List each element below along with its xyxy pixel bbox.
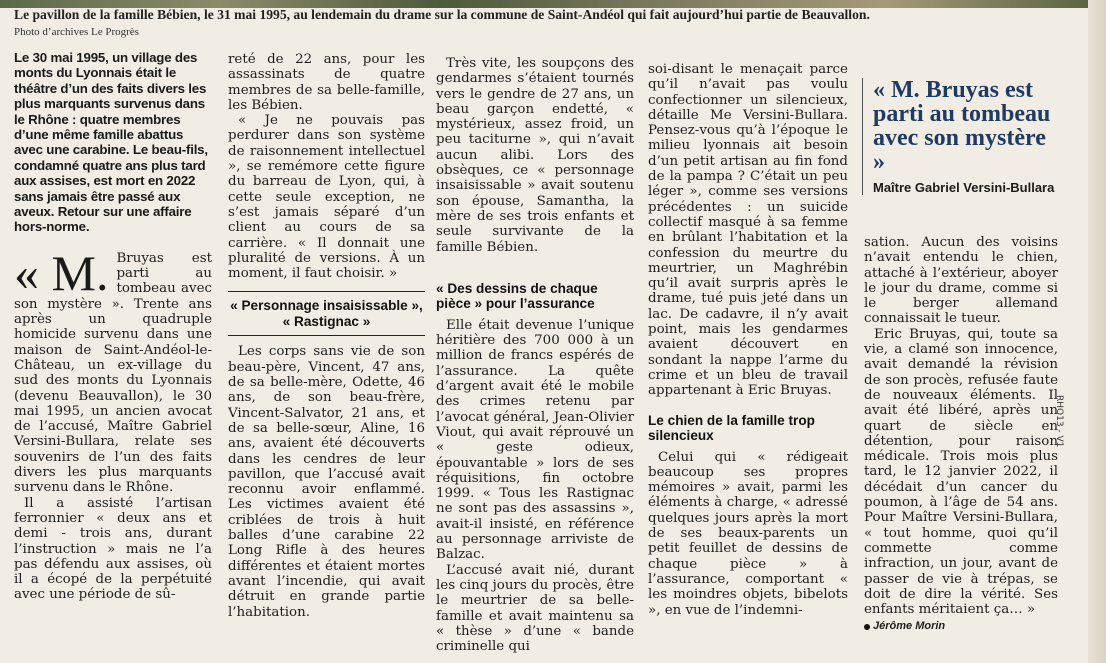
page-code: RHO13 - V1: [1054, 395, 1064, 448]
pull-quote-text: « M. Bruyas est parti au tombeau avec son mystère »: [873, 77, 1051, 175]
subhead-dessins: « Des dessins de chaque pièce » pour l’assurance: [436, 280, 598, 312]
pull-quote-author: Maître Gabriel Versini-Bullara: [873, 180, 1055, 195]
col3-paragraph-1: Très vite, les soupçons des gendarmes s’étaient tournés vers le gendre de 27 ans, un beau garçon endetté, « mystérieux, assez froid, un peu taciturne », qui n’avait aucun alibi. Lors des obsèques, ce « personnage insaisissable » avait soutenu son épouse, Samantha, la mère de ses trois enfants et seule survivante de la famille Bébien.: [436, 56, 634, 255]
bullet-icon: [864, 624, 870, 630]
column-2: [228, 52, 425, 620]
subhead-personnage: « Personnage insaisissable », « Rastignac »: [228, 291, 425, 336]
author-signature: [864, 619, 1058, 634]
column-4: [648, 62, 848, 618]
col4-paragraph-2: Celui qui « rédigeait beaucoup ses propres mémoires » avait, parmi les éléments à charge, « adressé quelques jours après la mort de ses beaux-parents un petit feuillet de dessins de chaque pièce » à l’assurance, comportant « les moindres objets, bibelots », en vue de l’indemni-: [648, 449, 848, 618]
col2-paragraph-2: « Je ne pouvais pas perdurer dans son système de raisonnement intellectuel », se remémore cette figure du barreau de Lyon, qui, à cette seule exception, ne s’est jamais séparé d’un client au cours de sa carrière. « Il donnait une pluralité de versions. À un moment, il faut choisir. »: [228, 113, 425, 282]
col5-paragraph-1: sation. Aucun des voisins n’avait entendu le chien, attaché à l’extérieur, aboyer le jour du drame, comme si le berger allemand connaissait le tueur.: [864, 235, 1058, 327]
body-opening: [14, 244, 212, 603]
subhead-chien: Le chien de la famille trop silencieux: [648, 412, 815, 444]
photo-credit: Photo d’archives Le Progrès: [14, 26, 139, 38]
dropcap: « M.: [14, 244, 109, 301]
col1-paragraph-2: Il a assisté l’artisan ferronnier « deux ans et demi - trois ans, durant l’instruction » mais ne l’a pas défendu aux assises, où il a écopé de la perpétuité avec une période de sû-: [14, 495, 212, 603]
col4-paragraph-1: soi-disant le menaçait parce qu’il n’avait pas voulu confectionner un silencieux, détaille Me Versini-Bullara. Pensez-vous qu’à l’époque le milieu lyonnais ait besoin d’un petit artisan au fin fond de la pampa ? C’était un peu léger », comme ses versions précédentes : un suicide collectif masqué à sa femme en brûlant l’habitation et la confession du meurtre du meurtrier, un Maghrébin qu’il avait surpris après le drame, tué puis jeté dans un lac. De cadavre, il n’y avait point, mais les gendarmes avaient découvert en sondant la nappe l’arme du crime et un bleu de travail appartenant à Eric Bruyas.: [648, 62, 848, 399]
page-edge: [1088, 0, 1106, 663]
photo-caption: Le pavillon de la famille Bébien, le 31 mai 1995, au lendemain du drame sur la commune de Saint-Andéol qui fait aujourd’hui partie de Beauvallon.: [14, 7, 870, 22]
col2-paragraph-3: Les corps sans vie de son beau-père, Vincent, 47 ans, de sa belle-mère, Odette, 46 ans, de son beau-frère, Vincent-Salvator, 21 ans, et de sa belle-sœur, Aline, 16 ans, avaient été découverts dans les cendres de leur pavillon, que l’accusé avait reconnu avoir enflammé. Les victimes avaient été criblées de trois à huit balles d’une carabine 22 Long Rifle à des heures différentes et étaient mortes avant l’incendie, qui avait détruit en grande partie l’habitation.: [228, 344, 425, 620]
column-5: [864, 235, 1058, 635]
intro-lead: Le 30 mai 1995, un village des monts du Lyonnais était le théâtre d’un des faits divers les plus marquants survenus dans le Rhône : quatre membres d’une même famille abattus avec une carabine. Le beau-fils, condamné quatre ans plus tard aux assises, est mort en 2022 sans jamais être passé aux aveux. Retour sur une affaire hors-norme.: [14, 50, 208, 235]
col3-paragraph-2: Elle était devenue l’unique héritière des 700 000 à un million de francs espérés de l’assurance. La quête d’argent avait été le mobile des crimes retenu par l’avocat général, Jean-Olivier Viout, qui avait réprouvé un « geste odieux, épouvantable » lors de ses réquisitions, fin octobre 1999. « Tous les Rastignac ne sont pas des assassins », avait-il insisté, en référence au personnage arriviste de Balzac.: [436, 317, 634, 563]
col1-paragraph-1: Bruyas est parti au tombeau avec son mystère ». Trente ans après un quadruple homicide survenu dans une maison de Saint-Andéol-le-Château, un ex-village du sud des monts du Lyonnais (devenu Beauvallon), le 30 mai 1995, un ancien avocat de l’accusé, Maître Gabriel Versini-Bullara, relate ses souvenirs de l’un des faits divers les plus marquants survenu dans le Rhône.: [14, 250, 212, 496]
col3-paragraph-3: L’accusé avait nié, durant les cinq jours du procès, être le meurtrier de sa belle-famille et avait maintenu sa « thèse » d’une « bande criminelle qui: [436, 562, 634, 655]
col2-paragraph-1: reté de 22 ans, pour les assassinats de quatre membres de sa belle-famille, les Bébien.: [228, 52, 425, 113]
pull-quote: [862, 78, 1058, 195]
column-1: [14, 50, 212, 603]
author-name: Jérôme Morin: [873, 620, 946, 633]
column-3: [436, 56, 634, 654]
col5-paragraph-2: Eric Bruyas, qui, toute sa vie, a clamé son innocence, avait demandé la révision de son procès, refusée faute de nouveaux éléments. Il avait été libéré, après un quart de siècle en détention, pour raison médicale. Trois mois plus tard, le 12 janvier 2022, il décédait d’un cancer du poumon, à l’âge de 54 ans. Pour Maître Versini-Bullara, « tout homme, quoi qu’il commette comme infraction, un jour, avant de passer de vie à trépas, se doit de dire la vérité. Ses enfants méritaient ça… »: [864, 326, 1058, 618]
